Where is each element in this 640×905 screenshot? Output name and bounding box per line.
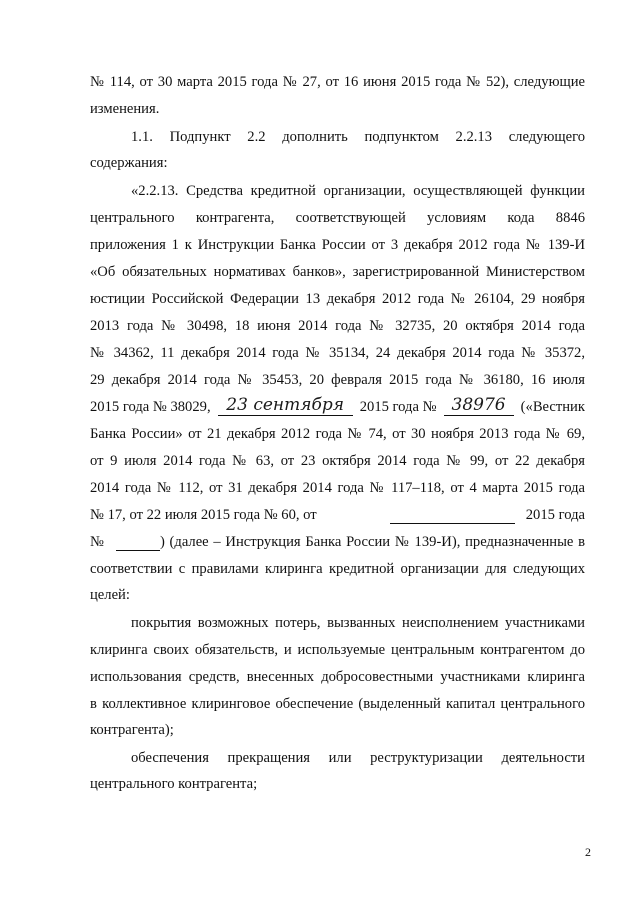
text-line-11: № 34362, 11 декабря 2014 года № 35134, 24 декабря 2014 года № 35372, [90,345,585,361]
line13-part-b: 2015 года № [359,399,437,415]
text-line-15: от 9 июля 2014 года № 63, от 23 октября 2014 года № 99, от 22 декабря [90,453,585,469]
handwritten-number: 38976 [451,395,506,415]
text-line-18 [90,533,585,551]
line17-tail: 2015 года [525,507,585,523]
text-line-14: Банка России» от 21 декабря 2012 года № 74, от 30 ноября 2013 года № 69, [90,426,585,442]
text-line-22: клиринга своих обязательств, и используемые центральным контрагентом до [90,642,585,658]
signature-date-field [218,396,353,416]
text-line-9: юстиции Российской Федерации 13 декабря 2012 года № 26104, 29 ноября [90,291,585,307]
line17-text: № 17, от 22 июля 2015 года № 60, от [90,507,317,523]
text-line-12: 29 декабря 2014 года № 35453, 20 февраля 2015 года № 36180, 16 июля [90,372,585,388]
text-line-8: «Об обязательных нормативах банков», зарегистрированной Министерством [90,264,585,280]
text-line-13 [90,396,585,416]
text-line-2: изменения. [90,101,160,117]
text-line-1: № 114, от 30 марта 2015 года № 27, от 16 июня 2015 года № 52), следующие [90,74,585,90]
handwritten-date: 23 сентября [226,395,345,415]
text-line-17 [90,506,585,524]
text-line-4: содержания: [90,155,168,171]
registration-number-field [444,396,514,416]
page-number: 2 [585,845,591,859]
text-line-19: соответствии с правилами клиринга кредитной организации для следующих [90,561,585,577]
text-line-20: целей: [90,587,130,603]
line18-part-b: ) (далее – Инструкция Банка России № 139-И), предназначенные в [159,534,585,550]
line13-part-c: («Вестник [520,399,585,415]
text-line-3: 1.1. Подпункт 2.2 дополнить подпунктом 2.2.13 следующего [131,129,585,145]
line18-part-a: № [90,534,104,550]
text-line-16: 2014 года № 112, от 31 декабря 2014 года № 117–118, от 4 марта 2015 года [90,480,585,496]
text-line-23: использования средств, внесенных добросовестными участниками клиринга [90,669,585,685]
text-line-24: в коллективное клиринговое обеспечение (выделенный капитал центрального [90,696,585,712]
text-line-26: обеспечения прекращения или реструктуризации деятельности [131,750,585,766]
text-line-27: центрального контрагента; [90,776,258,792]
text-line-6: центрального контрагента, соответствующей условиям кода 8846 [90,210,585,226]
text-line-5: «2.2.13. Средства кредитной организации, осуществляющей функции [131,183,585,199]
blank-date-field [390,509,515,524]
line13-part-a: 2015 года № 38029, [90,399,211,415]
text-line-25: контрагента); [90,722,174,738]
blank-number-field [116,536,160,551]
text-line-7: приложения 1 к Инструкции Банка России от 3 декабря 2012 года № 139-И [90,237,585,253]
text-line-10: 2013 года № 30498, 18 июня 2014 года № 32735, 20 октября 2014 года [90,318,585,334]
text-line-21: покрытия возможных потерь, вызванных неисполнением участниками [131,615,585,631]
